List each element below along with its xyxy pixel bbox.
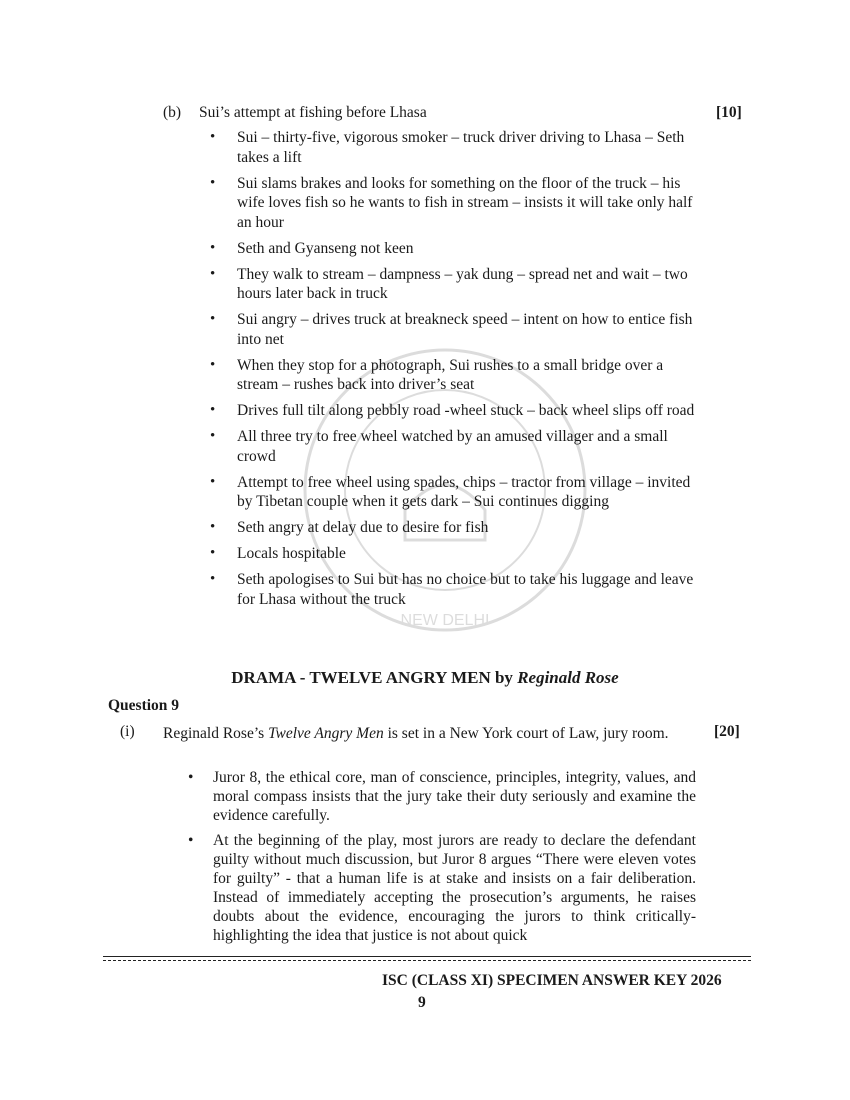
part-b-label: (b) <box>163 104 182 121</box>
page-number: 9 <box>418 994 426 1011</box>
part-b-marks: [10] <box>716 104 742 121</box>
list-item: • Sui – thirty-five, vigorous smoker – truck driver driving to Lhasa – Seth takes a lift <box>210 128 696 167</box>
intro-title: Twelve Angry Men <box>268 725 384 742</box>
question-intro <box>163 724 696 744</box>
question9-points <box>188 768 696 951</box>
list-item: • Seth apologises to Sui but has no choice but to take his luggage and leave for Lhasa without the truck <box>210 570 696 609</box>
list-item: • At the beginning of the play, most jurors are ready to declare the defendant guilty without much discussion, but Juror 8 argues “There were eleven votes for guilty” - that a human life is at stake and insists on a fair deliberation. Instead of immediately accepting the prosecution’s arguments, he raises doubts about the evidence, encouraging the jurors to think critically- highlighting the idea that justice is not about quick <box>188 831 696 945</box>
list-item: • Locals hospitable <box>210 544 696 564</box>
footer-rule <box>103 956 751 957</box>
list-item: • Seth angry at delay due to desire for fish <box>210 518 696 538</box>
part-i-marks: [20] <box>714 723 740 740</box>
list-item: • Seth and Gyanseng not keen <box>210 239 696 259</box>
intro-suffix: is set in a New York court of Law, jury room. <box>383 725 669 742</box>
drama-author: Reginald Rose <box>517 668 619 687</box>
drama-heading <box>0 668 850 688</box>
drama-heading-text: DRAMA - TWELVE ANGRY MEN by <box>231 668 518 687</box>
intro-prefix: Reginald Rose’s <box>163 725 269 742</box>
list-item: • Sui slams brakes and looks for something on the floor of the truck – his wife loves fish so he wants to fish in stream – insists it will take only half an hour <box>210 174 696 233</box>
part-b-points <box>210 128 696 616</box>
footer-rule-dashed <box>103 960 751 961</box>
list-item: • Drives full tilt along pebbly road -wheel stuck – back wheel slips off road <box>210 401 696 421</box>
list-item: • Sui angry – drives truck at breakneck speed – intent on how to entice fish into net <box>210 310 696 349</box>
list-item: • When they stop for a photograph, Sui rushes to a small bridge over a stream – rushes back into driver’s seat <box>210 356 696 395</box>
list-item: • They walk to stream – dampness – yak dung – spread net and wait – two hours later back in truck <box>210 265 696 304</box>
list-item: • Juror 8, the ethical core, man of conscience, principles, integrity, values, and moral compass insists that the jury take their duty seriously and examine the evidence carefully. <box>188 768 696 825</box>
footer-title: ISC (CLASS XI) SPECIMEN ANSWER KEY 2026 <box>382 972 722 989</box>
part-i-label: (i) <box>120 723 135 740</box>
watermark-text: NEW DELHI <box>400 612 490 629</box>
list-item: • Attempt to free wheel using spades, chips – tractor from village – invited by Tibetan couple when it gets dark – Sui continues digging <box>210 473 696 512</box>
list-item: • All three try to free wheel watched by an amused villager and a small crowd <box>210 427 696 466</box>
part-b-title: Sui’s attempt at fishing before Lhasa <box>199 104 427 121</box>
question-heading: Question 9 <box>108 697 180 714</box>
